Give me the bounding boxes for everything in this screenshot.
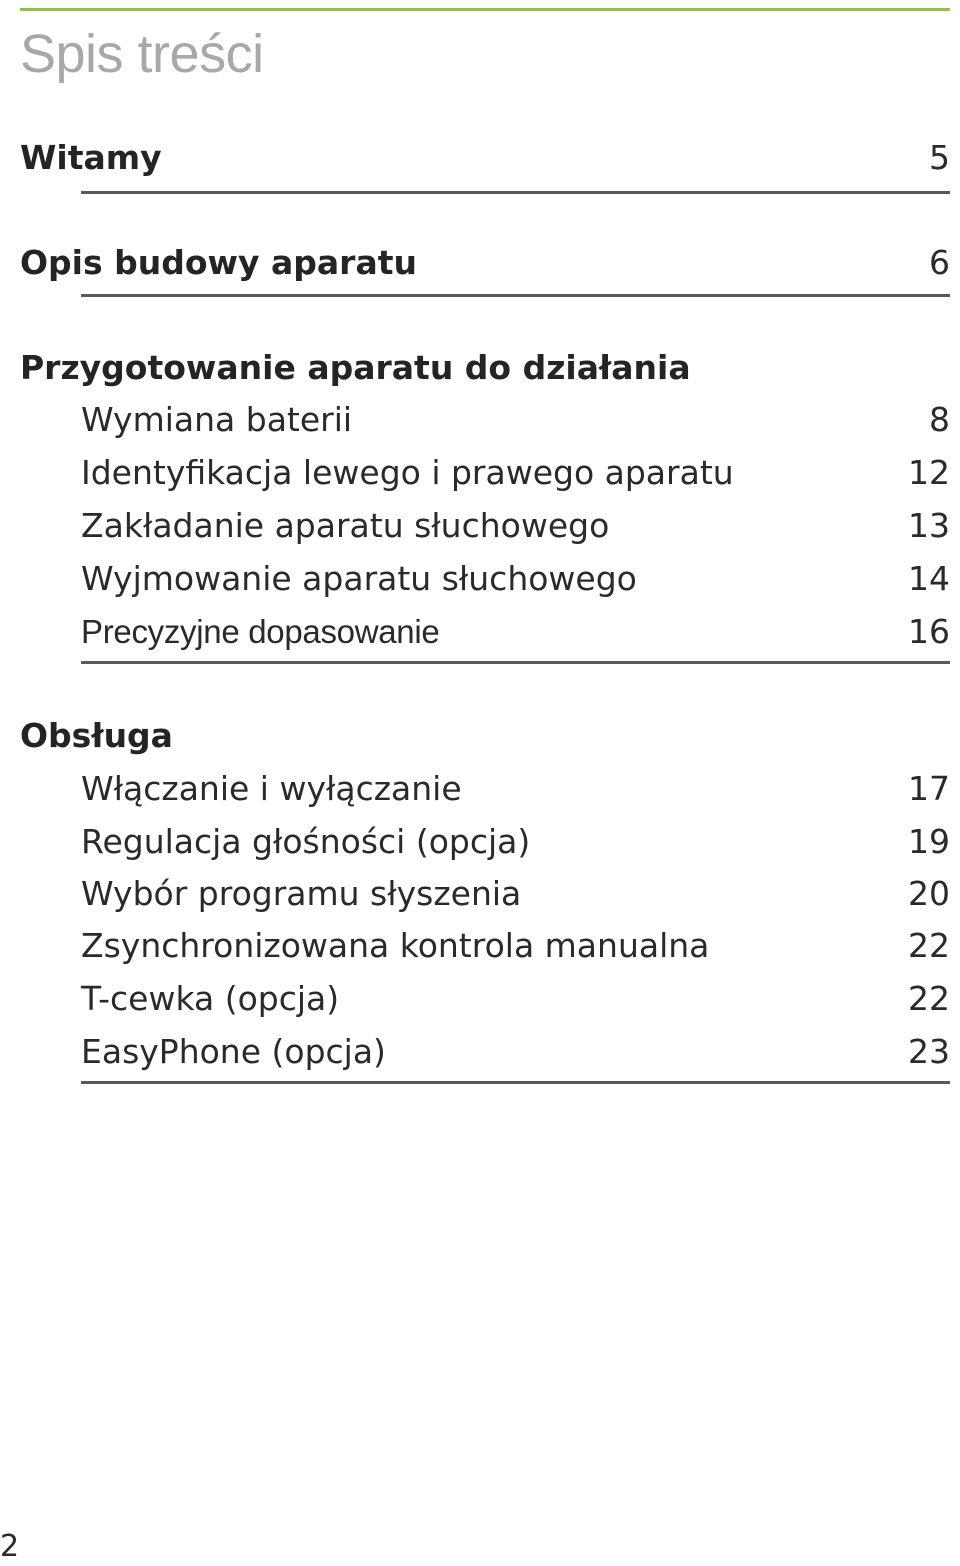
toc-item[interactable] bbox=[81, 453, 950, 493]
toc-item[interactable] bbox=[81, 979, 950, 1019]
toc-page-number: 16 bbox=[908, 612, 950, 651]
toc-item[interactable] bbox=[81, 822, 950, 862]
toc-item-label: Włączanie i wyłączanie bbox=[81, 769, 462, 808]
toc-chapter-label: Witamy bbox=[20, 138, 162, 177]
toc-page-number: 17 bbox=[908, 769, 950, 808]
toc-chapter-opis[interactable] bbox=[20, 243, 950, 283]
toc-item[interactable] bbox=[81, 612, 950, 652]
toc-item-label: EasyPhone (opcja) bbox=[81, 1032, 386, 1071]
section-divider bbox=[81, 1081, 950, 1084]
toc-page-number: 8 bbox=[929, 400, 950, 439]
toc-page-number: 5 bbox=[929, 138, 950, 177]
toc-item-label: Regulacja głośności (opcja) bbox=[81, 822, 531, 861]
toc-page-number: 6 bbox=[929, 243, 950, 282]
toc-item-label: Precyzyjne dopasowanie bbox=[81, 613, 440, 650]
toc-chapter-obsluga[interactable] bbox=[20, 716, 950, 756]
section-divider bbox=[81, 294, 950, 297]
toc-item-label: Zsynchronizowana kontrola manualna bbox=[81, 926, 710, 965]
toc-page-number: 19 bbox=[908, 822, 950, 861]
toc-page-number: 12 bbox=[908, 453, 950, 492]
section-divider bbox=[81, 191, 950, 194]
top-accent-rule bbox=[20, 8, 950, 11]
toc-item[interactable] bbox=[81, 506, 950, 546]
toc-page-number: 14 bbox=[908, 559, 950, 598]
toc-item-label: Wybór programu słyszenia bbox=[81, 874, 522, 913]
toc-item[interactable] bbox=[81, 559, 950, 599]
toc-item-label: Wymiana baterii bbox=[81, 400, 353, 439]
toc-chapter-przygotowanie[interactable] bbox=[20, 348, 950, 388]
toc-page-number: 22 bbox=[908, 979, 950, 1018]
toc-item[interactable] bbox=[81, 1032, 950, 1072]
toc-chapter-label: Opis budowy aparatu bbox=[20, 243, 417, 282]
toc-page-number: 22 bbox=[908, 926, 950, 965]
page-title: Spis treści bbox=[20, 24, 264, 84]
toc-chapter-label: Obsługa bbox=[20, 716, 173, 755]
toc-item[interactable] bbox=[81, 874, 950, 914]
toc-item-label: Zakładanie aparatu słuchowego bbox=[81, 506, 610, 545]
toc-item-label: T-cewka (opcja) bbox=[81, 979, 340, 1018]
toc-chapter-witamy[interactable] bbox=[20, 138, 950, 178]
toc-page-number: 13 bbox=[908, 506, 950, 545]
toc-item-label: Identyfikacja lewego i prawego aparatu bbox=[81, 453, 734, 492]
toc-chapter-label: Przygotowanie aparatu do działania bbox=[20, 348, 691, 387]
toc-item-label: Wyjmowanie aparatu słuchowego bbox=[81, 559, 637, 598]
section-divider bbox=[81, 661, 950, 664]
toc-item[interactable] bbox=[81, 926, 950, 966]
toc-page-number: 23 bbox=[908, 1032, 950, 1071]
toc-page-number: 20 bbox=[908, 874, 950, 913]
toc-item[interactable] bbox=[81, 400, 950, 440]
page-number: 2 bbox=[0, 1529, 20, 1564]
toc-item[interactable] bbox=[81, 769, 950, 809]
